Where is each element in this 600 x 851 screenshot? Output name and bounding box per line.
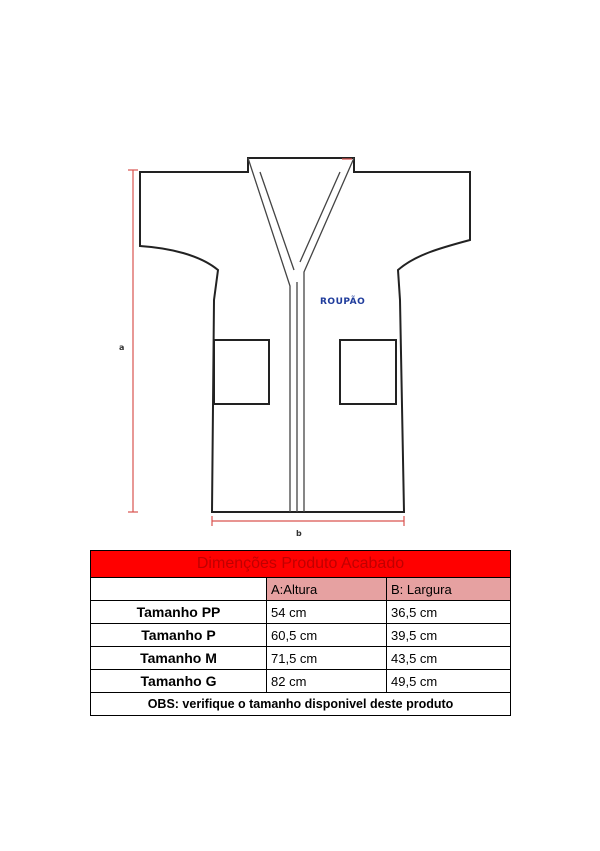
header-empty [91,578,267,601]
size-label: Tamanho M [91,647,267,670]
table-row [91,670,511,693]
largura-value: 43,5 cm [387,647,511,670]
left-pocket [214,340,269,404]
largura-value: 36,5 cm [387,601,511,624]
table-title-row [91,551,511,578]
right-pocket [340,340,396,404]
size-label: Tamanho PP [91,601,267,624]
robe-collar [248,158,354,512]
altura-value: 71,5 cm [267,647,387,670]
altura-value: 60,5 cm [267,624,387,647]
dimension-b-label: b [296,529,302,538]
table-header-row [91,578,511,601]
availability-note: OBS: verifique o tamanho disponivel deste produto [91,693,511,716]
header-altura: A:Altura [267,578,387,601]
table-note-row [91,693,511,716]
largura-value: 39,5 cm [387,624,511,647]
size-label: Tamanho P [91,624,267,647]
robe-outline [140,158,470,512]
dimensions-table [90,550,511,716]
dimension-a-label: a [119,343,125,352]
altura-value: 54 cm [267,601,387,624]
table-title: Dimenções Produto Acabado [91,551,511,578]
largura-value: 49,5 cm [387,670,511,693]
table-row [91,601,511,624]
altura-value: 82 cm [267,670,387,693]
table-row [91,647,511,670]
header-largura: B: Largura [387,578,511,601]
garment-label: ROUPÃO [320,297,366,307]
table-row [91,624,511,647]
size-label: Tamanho G [91,670,267,693]
